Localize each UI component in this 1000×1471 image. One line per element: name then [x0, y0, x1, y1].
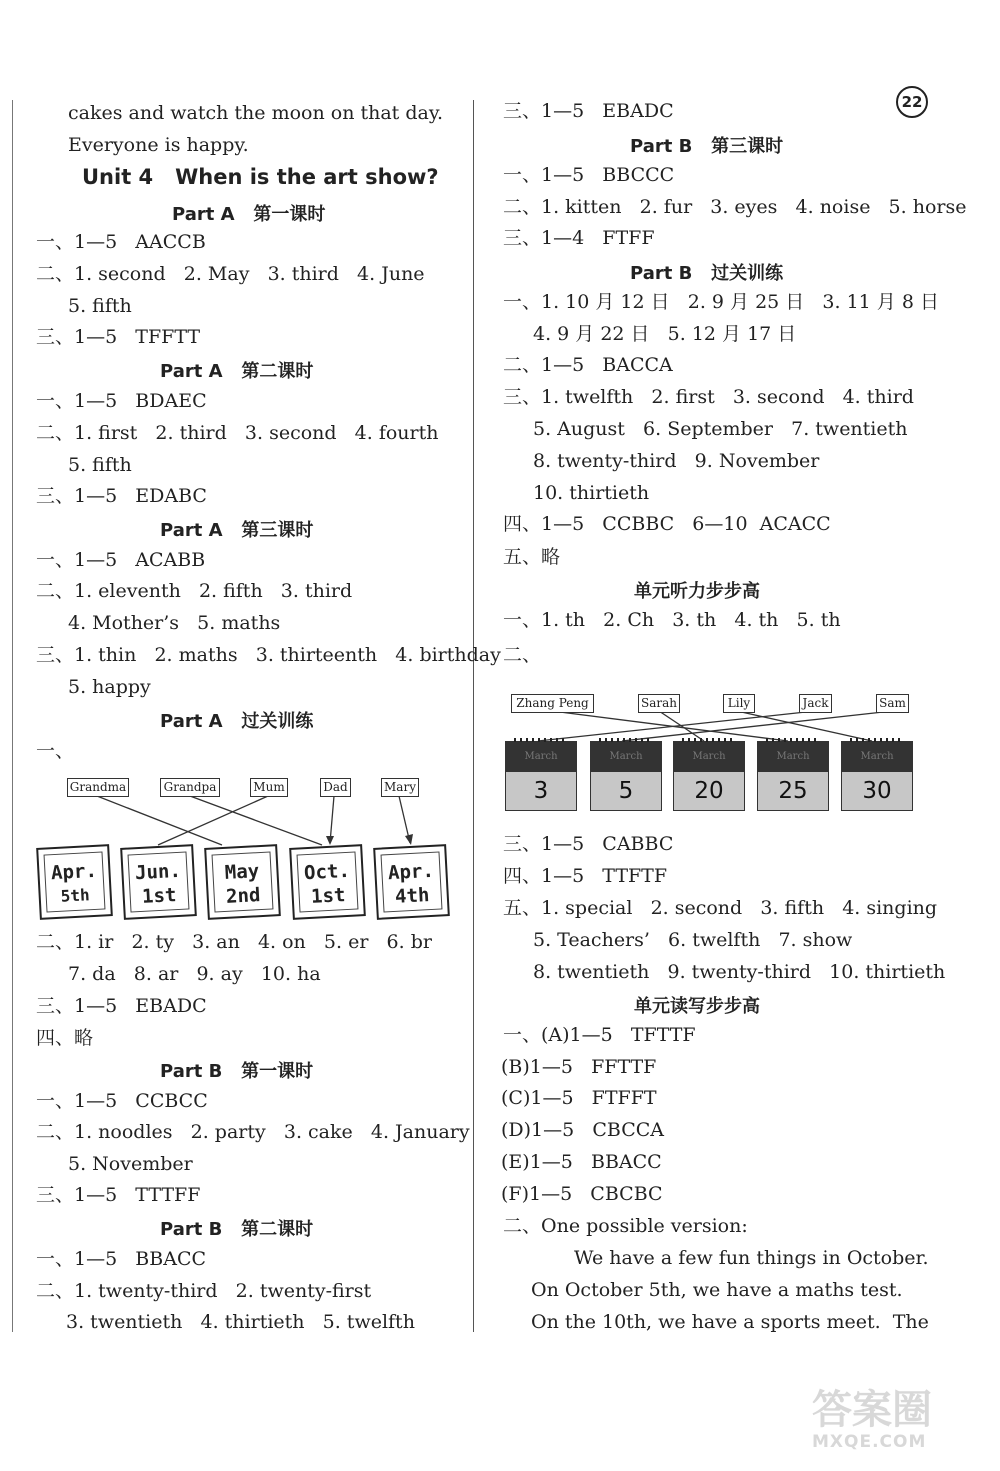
calendar-month: May	[224, 860, 260, 884]
answer-line: 三、1—5 TTTFF	[36, 1184, 201, 1206]
answer-line: (D)1—5 CBCCA	[501, 1119, 665, 1141]
answer-line: 一、1—5 BDAEC	[36, 390, 207, 412]
answer-line: 二、1—5 BACCA	[503, 354, 673, 376]
answer-line: 五、略	[503, 546, 561, 568]
section-heading: Part A 第一课时	[172, 204, 326, 225]
calendar-card	[673, 741, 745, 811]
calendar-day: 30	[842, 772, 912, 810]
answer-line: 三、1—5 EBADC	[36, 995, 207, 1017]
answer-line: 7. da 8. ar 9. ay 10. ha	[68, 963, 321, 985]
answer-line: 一、1—5 BBACC	[36, 1248, 207, 1270]
watermark-text: 答案圈	[812, 1387, 932, 1433]
answer-line: 5. fifth	[68, 295, 132, 317]
calendar-day: 1st	[141, 884, 177, 908]
answer-line: 一、	[36, 740, 75, 762]
essay-line: On the 10th, we have a sports meet. The	[531, 1311, 929, 1333]
answer-line: 一、1—5 CCBCC	[36, 1090, 208, 1112]
answer-line: 二、1. second 2. May 3. third 4. June	[36, 263, 425, 285]
essay-line: We have a few fun things in October.	[574, 1247, 929, 1269]
page-number: 22	[896, 86, 928, 118]
calendar-month: Apr.	[50, 859, 98, 885]
section-heading: Part B 第一课时	[160, 1061, 314, 1082]
answer-line: 5. August 6. September 7. twentieth	[533, 418, 908, 440]
section-heading: Part B 第二课时	[160, 1219, 314, 1240]
answer-line: 4. 9 月 22 日 5. 12 月 17 日	[533, 323, 797, 345]
calendar-day: 5th	[60, 885, 91, 906]
text-line: cakes and watch the moon on that day.	[68, 102, 444, 124]
name-label: Mum	[250, 778, 288, 797]
answer-line: (C)1—5 FTFFT	[501, 1087, 657, 1109]
answer-line: 5. November	[68, 1153, 193, 1175]
name-label: Jack	[799, 694, 832, 713]
answer-line: 一、1. 10 月 12 日 2. 9 月 25 日 3. 11 月 8 日	[503, 291, 939, 313]
calendar-month: March	[524, 751, 558, 762]
section-heading: Part A 第二课时	[160, 361, 314, 382]
calendar-card	[841, 741, 913, 811]
unit-title: Unit 4 When is the art show?	[82, 165, 439, 189]
calendar-month: March	[860, 751, 894, 762]
answer-line: 四、略	[36, 1027, 94, 1049]
answer-line: 二、1. ir 2. ty 3. an 4. on 5. er 6. br	[36, 931, 432, 953]
name-label: Sarah	[638, 694, 680, 713]
answer-line: 二、1. first 2. third 3. second 4. fourth	[36, 422, 439, 444]
section-heading: Part A 第三课时	[160, 520, 314, 541]
calendar-day: 5	[591, 772, 661, 810]
essay-line: On October 5th, we have a maths test.	[531, 1279, 903, 1301]
answer-line: (F)1—5 CBCBC	[501, 1183, 663, 1205]
answer-line: (E)1—5 BBACC	[501, 1151, 662, 1173]
answer-line: 二、1. noodles 2. party 3. cake 4. January	[36, 1121, 470, 1143]
calendar-day: 3	[506, 772, 576, 810]
answer-line: 二、1. twenty-third 2. twenty-first	[36, 1280, 372, 1302]
calendar-card	[757, 741, 829, 811]
answer-line: 二、	[503, 644, 542, 666]
calendar-month: March	[776, 751, 810, 762]
calendar-day: 25	[758, 772, 828, 810]
answer-line: 三、1—4 FTFF	[503, 227, 655, 249]
answer-line: 四、1—5 CCBBC 6—10 ACACC	[503, 513, 831, 535]
answer-line: 三、1—5 CABBC	[503, 833, 674, 855]
name-label: Grandpa	[160, 778, 220, 797]
section-heading: Part B 过关训练	[630, 263, 784, 284]
answer-line: 二、1. eleventh 2. fifth 3. third	[36, 580, 353, 602]
answer-line: 五、1. special 2. second 3. fifth 4. singing	[503, 897, 938, 919]
answer-line: 一、1—5 BBCCC	[503, 164, 675, 186]
section-heading: Part A 过关训练	[160, 711, 314, 732]
answer-line: 5. Teachers’ 6. twelfth 7. show	[533, 929, 853, 951]
calendar-month: Apr.	[387, 859, 435, 885]
calendar-day: 4th	[394, 884, 430, 908]
answer-line: 一、(A)1—5 TFTTF	[503, 1024, 696, 1046]
calendar-card	[505, 741, 577, 811]
answer-line: 4. Mother’s 5. maths	[68, 612, 281, 634]
calendar-month: Oct.	[303, 859, 351, 885]
calendar-card	[590, 741, 662, 811]
answer-line: 一、1—5 AACCB	[36, 231, 206, 253]
calendar-month: March	[692, 751, 726, 762]
calendar-day: 20	[674, 772, 744, 810]
name-label: Dad	[320, 778, 351, 797]
answer-line: 10. thirtieth	[533, 482, 650, 504]
text-line: Everyone is happy.	[68, 134, 249, 156]
answer-line: 8. twentieth 9. twenty-third 10. thirtieth	[533, 961, 946, 983]
answer-line: 一、1—5 ACABB	[36, 549, 206, 571]
answer-line: 8. twenty-third 9. November	[533, 450, 820, 472]
answer-line: 三、1—5 EDABC	[36, 485, 207, 507]
section-heading: 单元读写步步高	[634, 996, 760, 1017]
answer-line: 5. fifth	[68, 454, 132, 476]
answer-line: 5. happy	[68, 676, 151, 698]
answer-line: 3. twentieth 4. thirtieth 5. twelfth	[66, 1311, 415, 1333]
answer-line: 一、1. th 2. Ch 3. th 4. th 5. th	[503, 609, 841, 631]
name-label: Mary	[381, 778, 419, 797]
watermark-url: MXQE.COM	[812, 1432, 927, 1452]
calendar-day: 2nd	[225, 884, 261, 908]
calendar-day: 1st	[310, 884, 346, 908]
answer-line: 三、1—5 TFFTT	[36, 326, 201, 348]
name-label: Zhang Peng	[511, 694, 594, 713]
calendar-month: Jun.	[134, 859, 182, 885]
calendar-month: March	[609, 751, 643, 762]
answer-line: 四、1—5 TTFTF	[503, 865, 668, 887]
name-label: Grandma	[67, 778, 129, 797]
watermark-logo	[812, 1388, 982, 1454]
name-label: Sam	[876, 694, 909, 713]
name-label: Lily	[723, 694, 755, 713]
answer-line: 二、One possible version:	[503, 1215, 748, 1237]
section-heading: Part B 第三课时	[630, 136, 784, 157]
answer-line: 三、1—5 EBADC	[503, 100, 674, 122]
section-heading: 单元听力步步高	[634, 581, 760, 602]
answer-line: (B)1—5 FFTTF	[501, 1056, 657, 1078]
answer-line: 三、1. thin 2. maths 3. thirteenth 4. birthday	[36, 644, 501, 666]
answer-line: 二、1. kitten 2. fur 3. eyes 4. noise 5. horse	[503, 196, 967, 218]
answer-line: 三、1. twelfth 2. first 3. second 4. third	[503, 386, 914, 408]
